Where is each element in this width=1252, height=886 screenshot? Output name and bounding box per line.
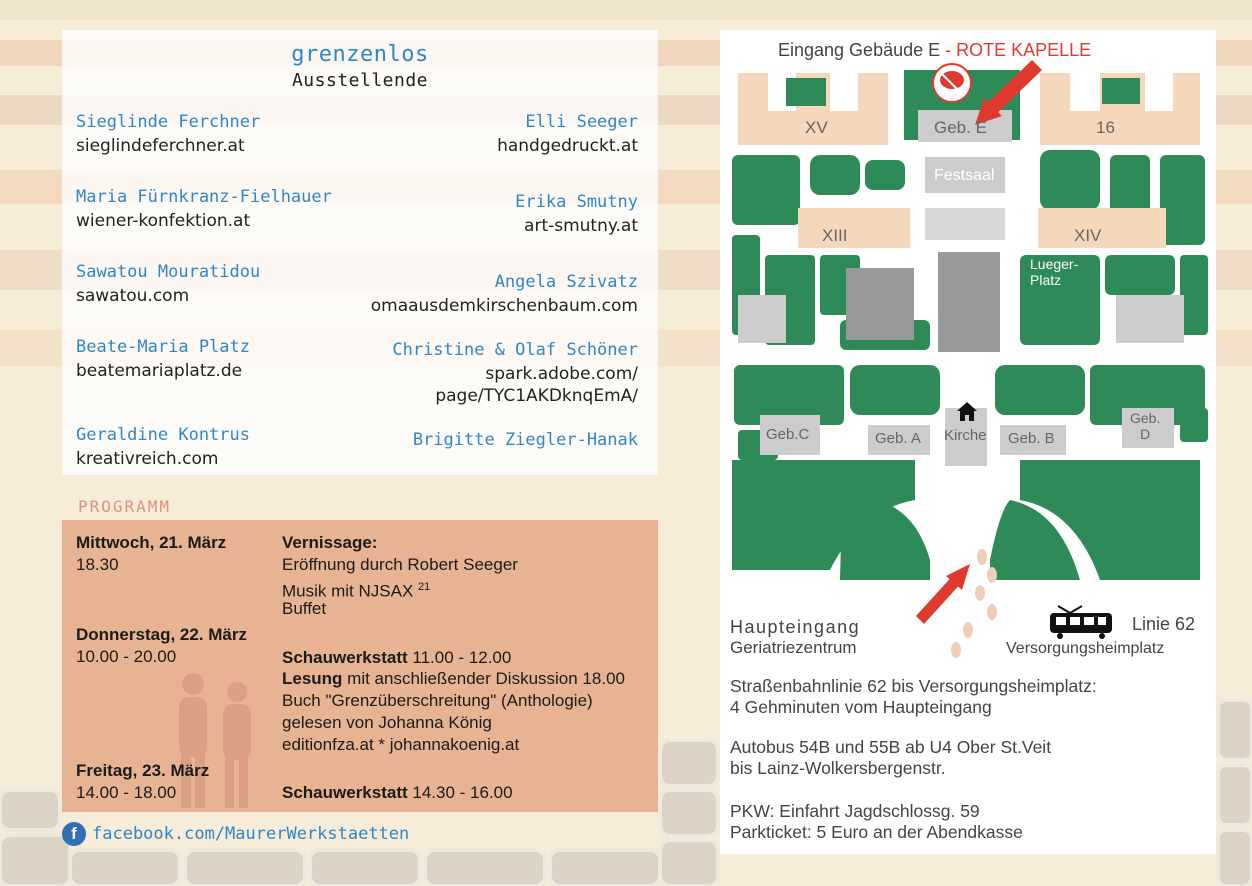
day3-date: Freitag, 23. März <box>76 761 210 780</box>
day1-line2: Musik mit NJSAX $^{21}$ <box>282 581 431 601</box>
label-lueger-platz: Lueger- Platz <box>1030 256 1079 288</box>
artist-entry <box>76 337 376 382</box>
day3-workshop: Schauwerkstatt 14.30 - 16.00 <box>282 783 513 802</box>
exhibition-title: grenzenlos <box>291 42 429 67</box>
label-xiv: XIV <box>1074 226 1102 245</box>
artist-entry <box>76 112 376 157</box>
day1-time: 18.30 <box>76 555 119 574</box>
artist-url-continued[interactable]: page/TYC1AKDknqEmA/ <box>435 386 638 406</box>
day3-time: 14.00 - 18.00 <box>76 783 177 802</box>
artist-url[interactable]: wiener-konfektion.at <box>76 211 251 231</box>
label-festsaal: Festsaal <box>934 167 995 184</box>
artist-name: Brigitte Ziegler-Hanak <box>412 430 638 450</box>
info-tram: Straßenbahnlinie 62 bis Versorgungsheimplatz: 4 Gehminuten vom Haupteingang <box>730 676 1097 717</box>
day1-title: Vernissage: <box>282 533 378 552</box>
linie-label: Linie 62 <box>1132 614 1196 634</box>
house-icon <box>957 402 977 421</box>
entrance-title: Eingang Gebäude E - ROTE KAPELLE <box>778 40 1092 60</box>
artist-entry <box>338 192 638 237</box>
artist-entry <box>338 340 638 407</box>
programm-heading: PROGRAMM <box>78 497 172 516</box>
artist-url[interactable]: sieglindeferchner.at <box>76 136 245 156</box>
artist-url[interactable]: kreativreich.com <box>76 449 219 469</box>
artist-name: Geraldine Kontrus <box>76 425 250 445</box>
artist-name: Elli Seeger <box>525 112 638 132</box>
artist-url[interactable]: handgedruckt.at <box>497 136 638 156</box>
artist-name: Maria Fürnkranz-Fielhauer <box>76 187 332 207</box>
facebook-url[interactable]: facebook.com/MaurerWerkstaetten <box>92 824 410 844</box>
label-geb-a: Geb. A <box>875 430 921 447</box>
label-xiii: XIII <box>822 226 848 245</box>
artists-panel <box>62 30 658 475</box>
artist-entry <box>76 262 376 307</box>
info-bus: Autobus 54B und 55B ab U4 Ober St.Veit bis Lainz-Wolkersbergenstr. <box>730 737 1052 778</box>
day2-line3: Buch "Grenzüberschreitung" (Anthologie) <box>282 691 593 710</box>
versorgung-label: Versorgungsheimplatz <box>1006 640 1165 657</box>
day1-line3: Buffet <box>282 599 327 618</box>
day2-line5[interactable]: editionfza.at * johannakoenig.at <box>282 735 520 754</box>
label-geb-b: Geb. B <box>1008 430 1055 447</box>
building-xiv <box>1038 208 1166 248</box>
artist-name: Sieglinde Ferchner <box>76 112 261 132</box>
artist-entry <box>338 112 638 157</box>
building-xiii <box>798 208 910 248</box>
artist-name: Erika Smutny <box>515 192 638 212</box>
artist-url[interactable]: spark.adobe.com/ <box>485 364 638 384</box>
artist-entry <box>76 187 376 232</box>
label-xv: XV <box>805 118 828 137</box>
day1-line1: Eröffnung durch Robert Seeger <box>282 555 518 574</box>
artist-name: Beate-Maria Platz <box>76 337 250 357</box>
label-geb-c: Geb.C <box>766 426 810 443</box>
programm-panel <box>62 520 658 812</box>
info-car: PKW: Einfahrt Jagdschlossg. 59 Parkticket: 5 Euro an der Abendkasse <box>730 801 1023 842</box>
chapel-icon <box>933 64 971 102</box>
label-16: 16 <box>1096 118 1115 137</box>
day1-date: Mittwoch, 21. März <box>76 533 227 552</box>
artist-name: Sawatou Mouratidou <box>76 262 261 282</box>
label-kirche: Kirche <box>944 427 987 444</box>
exhibitors-heading: Ausstellende <box>291 70 429 91</box>
artist-url[interactable]: beatemariaplatz.de <box>76 361 243 381</box>
day2-workshop: Schauwerkstatt 11.00 - 12.00 <box>282 648 512 667</box>
day2-time: 10.00 - 20.00 <box>76 647 177 666</box>
artist-entry <box>338 272 638 317</box>
facebook-link[interactable] <box>62 822 409 846</box>
tram-icon <box>1050 606 1112 639</box>
artist-url[interactable]: sawatou.com <box>76 286 190 306</box>
artist-url[interactable]: art-smutny.at <box>524 216 638 236</box>
site-map <box>720 30 1216 854</box>
geriatrie-label: Geriatriezentrum <box>730 638 857 657</box>
day2-date: Donnerstag, 22. März <box>76 625 247 644</box>
facebook-icon: f <box>62 822 86 846</box>
artist-entry <box>76 425 376 470</box>
artist-name: Angela Szivatz <box>494 272 638 292</box>
label-geb-d: Geb. D <box>1130 410 1161 442</box>
artist-name: Christine & Olaf Schöner <box>392 340 638 360</box>
day2-line4: gelesen von Johanna König <box>282 713 492 732</box>
day2-lesung: Lesung mit anschließender Diskussion 18.00 <box>282 669 625 688</box>
haupteingang-label: Haupteingang <box>730 617 861 637</box>
label-geb-e: Geb. E <box>934 118 987 137</box>
artist-url[interactable]: omaausdemkirschenbaum.com <box>370 296 638 316</box>
artist-entry <box>338 430 638 450</box>
